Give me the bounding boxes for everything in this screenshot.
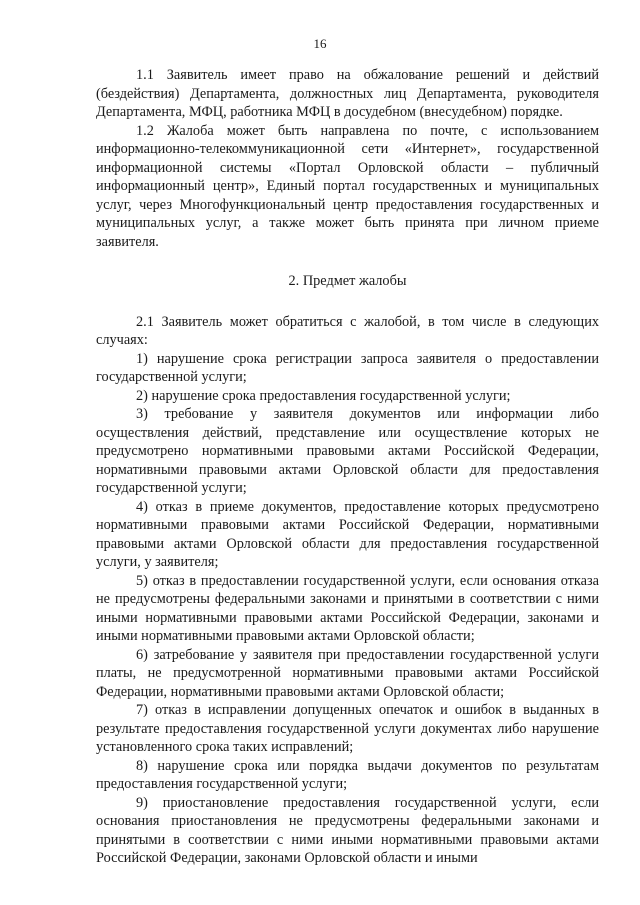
list-item-7: 7) отказ в исправлении допущенных опечаток и ошибок в выданных в результате предоставления государственной услуги документах либо нарушение установленного срока таких исправлений; bbox=[96, 702, 599, 755]
list-item-6: 6) затребование у заявителя при предоставлении государственной услуги платы, не предусмотренной нормативными правовыми актами Российской Федерации, нормативными правовыми актами Орловской области; bbox=[96, 646, 599, 700]
list-item-4: 4) отказ в приеме документов, предоставление которых предусмотрено нормативными правовыми актами Российской Федерации, нормативными правовыми актами Орловской области для предоставления государственной услуги, у заявителя; bbox=[96, 498, 599, 570]
section-heading: 2. Предмет жалобы bbox=[288, 273, 407, 289]
list-item-8: 8) нарушение срока или порядка выдачи документов по результатам предоставления государственной услуги; bbox=[96, 757, 599, 792]
document-body bbox=[96, 66, 599, 868]
paragraph-1-1: 1.1 Заявитель имеет право на обжалование решений и действий (бездействия) Департамента, должностных лиц Департамента, руководителя Департамента, МФЦ, работника МФЦ в досудебном (внесудебном) порядке. bbox=[96, 67, 599, 120]
list-item-5: 5) отказ в предоставлении государственной услуги, если основания отказа не предусмотрены федеральными законами и принятыми в соответствии с ними иными нормативными правовыми актами Российской Федерации, законами и иными нормативными правовыми актами Орловской области; bbox=[96, 572, 599, 644]
list-item-1: 1) нарушение срока регистрации запроса заявителя о предоставлении государственной услуги; bbox=[96, 350, 599, 385]
paragraph-2-1: 2.1 Заявитель может обратиться с жалобой, в том числе в следующих случаях: bbox=[96, 313, 599, 348]
list-item-9: 9) приостановление предоставления государственной услуги, если основания приостановления не предусмотрены федеральными законами и принятыми в соответствии с ними иными нормативными правовыми актами Российской Федерации, законами Орловской области и иными bbox=[96, 794, 599, 866]
paragraph-1-2: 1.2 Жалоба может быть направлена по почте, с использованием информационно-телекоммуникационной сети «Интернет», государственной информационной системы «Портал Орловской области – публичный информационный центр», Единый портал государственных и муниципальных услуг, через Многофункциональный центр предоставления государственных и муниципальных услуг, а также может быть принята при личном приеме заявителя. bbox=[96, 122, 599, 250]
list-item-3: 3) требование у заявителя документов или информации либо осуществления действий, представление или осуществление которых не предусмотрено нормативными правовыми актами Российской Федерации, нормативными правовыми актами Орловской области для предоставления государственной услуги; bbox=[96, 406, 599, 496]
page-number: 16 bbox=[313, 36, 327, 51]
list-item-2: 2) нарушение срока предоставления государственной услуги; bbox=[136, 387, 511, 404]
